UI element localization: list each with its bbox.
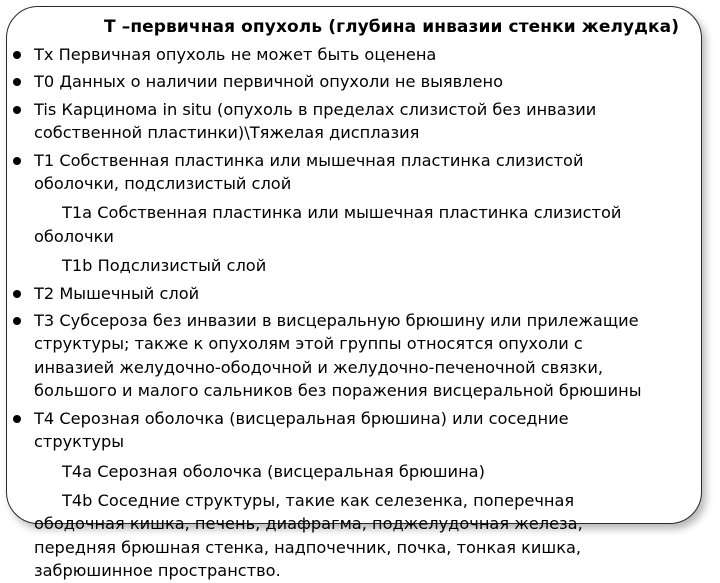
item-line: T3 Субсероза без инвазии в висцеральную брюшину или прилежащие — [34, 311, 639, 331]
item-line: T1 Собственная пластинка или мышечная пластинка слизистой — [34, 150, 584, 170]
item-line: ободочная кишка, печень, диафрагма, поджелудочная железа, — [34, 514, 583, 534]
bullet-icon — [13, 290, 21, 298]
item-line: собственной пластинки)\Тяжелая дисплазия — [34, 123, 420, 143]
slide-title: T –первичная опухоль (глубина инвазии стенки желудка) — [104, 17, 680, 37]
list-item-tis — [34, 98, 694, 145]
item-line: T4 Серозная оболочка (висцеральная брюшина) или соседние — [34, 408, 569, 428]
bullet-icon — [13, 157, 21, 165]
item-line: T4a Серозная оболочка (висцеральная брюшина) — [62, 461, 485, 481]
item-line: забрюшинное пространство. — [34, 561, 281, 581]
list-item-t3 — [34, 309, 694, 403]
item-line: оболочки — [34, 226, 114, 246]
item-line: T1a Собственная пластинка или мышечная пластинка слизистой — [62, 203, 622, 223]
item-line: T4b Соседние структуры, такие как селезенка, поперечная — [62, 490, 575, 510]
item-line: T0 Данных о наличии первичной опухоли не выявлено — [34, 72, 503, 92]
item-line: Tx Первичная опухоль не может быть оценена — [34, 45, 437, 64]
list-item-t1 — [34, 149, 694, 196]
staging-list — [34, 43, 694, 583]
bullet-icon — [13, 106, 21, 114]
item-line: оболочки, подслизистый слой — [34, 174, 292, 194]
list-subitem-t4b — [34, 489, 694, 583]
list-subitem-t1b — [34, 254, 694, 277]
list-item-t2 — [34, 282, 694, 305]
item-line: T1b Подслизистый слой — [62, 256, 267, 276]
item-line: T2 Мышечный слой — [34, 283, 200, 303]
item-line: инвазией желудочно-ободочной и желудочно-печеночной связки, — [34, 357, 603, 377]
list-item-t4 — [34, 407, 694, 454]
bullet-icon — [13, 317, 21, 325]
bullet-icon — [13, 51, 21, 59]
item-line: Tis Карцинома in situ (опухоль в пределах слизистой без инвазии — [34, 99, 597, 119]
list-subitem-t1a — [34, 201, 694, 248]
item-line: большого и малого сальников без поражения висцеральной брюшины — [34, 381, 642, 401]
list-subitem-t4a — [34, 460, 694, 483]
list-item-t0 — [34, 70, 694, 93]
list-item-tx — [34, 43, 694, 66]
bullet-icon — [13, 415, 21, 423]
item-line: передняя брюшная стенка, надпочечник, почка, тонкая кишка, — [34, 537, 582, 557]
item-line: структуры — [34, 432, 125, 452]
item-line: структуры; также к опухолям этой группы относятся опухоли с — [34, 334, 583, 354]
